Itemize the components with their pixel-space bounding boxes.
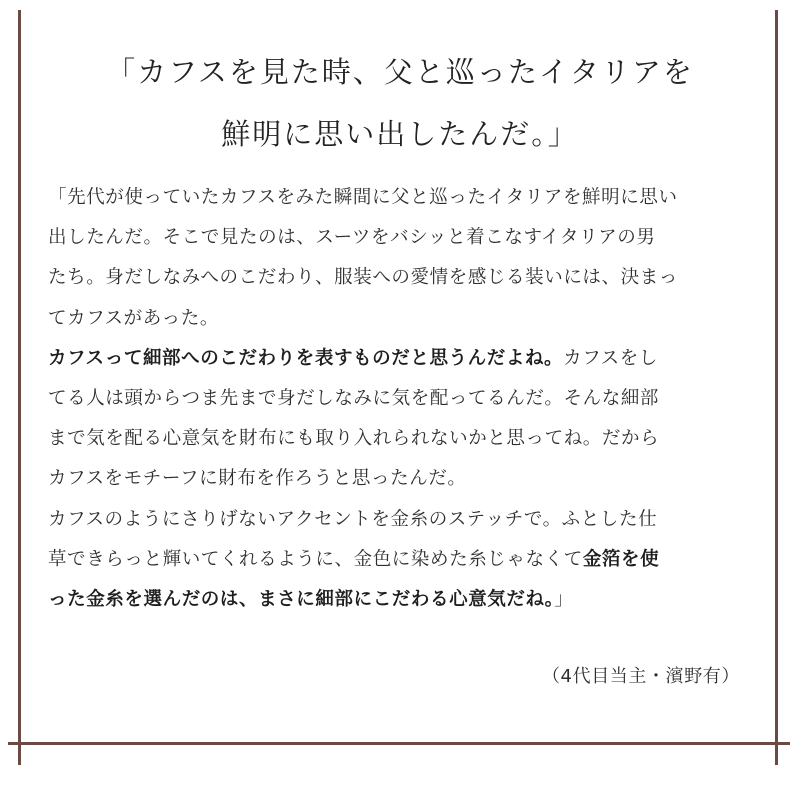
emphasis-text: った金糸を選んだのは、まさに細部にこだわる心意気だね。 (48, 589, 555, 611)
frame-right-border (775, 10, 778, 765)
quote-body (48, 178, 748, 620)
body-line: カフスをモチーフに財布を作ろうと思ったんだ。 (48, 468, 467, 490)
body-line: 出したんだ。そこで見たのは、スーツをバシッと着こなすイタリアの男 (48, 227, 656, 249)
heading-line-1: 「カフスを見た時、父と巡ったイタリアを (106, 55, 694, 89)
body-line: てカフスがあった。 (48, 307, 219, 329)
body-text: 草できらっと輝いてくれるように、金色に染めた糸じゃなくて (48, 548, 583, 570)
body-text: カフスをし (563, 347, 658, 369)
signature: （4代目当主・濱野有） (541, 666, 740, 687)
body-line (48, 540, 748, 580)
body-line: たち。身だしなみへのこだわり、服装への愛情を感じる装いには、決まっ (48, 267, 678, 289)
body-line: 「先代が使っていたカフスをみた瞬間に父と巡ったイタリアを鮮明に思い (48, 187, 678, 208)
body-text: 」 (554, 589, 574, 611)
frame-bottom-border (8, 742, 790, 745)
body-line: まで気を配る心意気を財布にも取り入れられないかと思ってね。だから (48, 428, 660, 450)
body-line (48, 339, 748, 379)
emphasis-text: カフスって細部へのこだわりを表すものだと思うんだよね。 (48, 347, 564, 369)
body-line (48, 580, 748, 620)
body-line: カフスのようにさりげないアクセントを金糸のステッチで。ふとした仕 (48, 508, 658, 530)
heading-line-2: 鮮明に思い出したんだ。」 (221, 117, 579, 151)
emphasis-text: 金箔を使 (582, 548, 660, 570)
frame-left-border (18, 10, 21, 765)
body-line: てる人は頭からつま先まで身だしなみに気を配ってるんだ。そんな細部 (48, 388, 660, 410)
